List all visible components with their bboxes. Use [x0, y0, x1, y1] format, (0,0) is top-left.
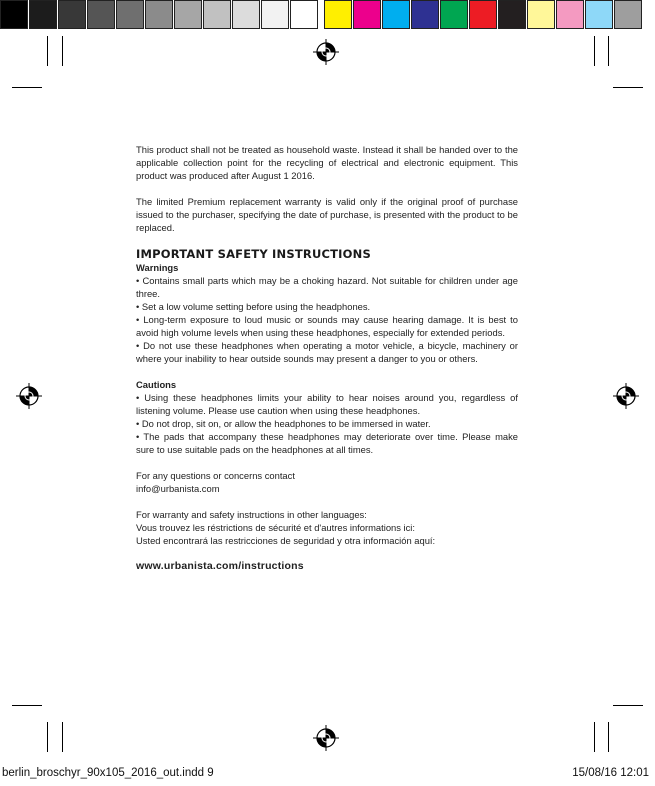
color-swatch: [58, 0, 86, 29]
color-swatch: [29, 0, 57, 29]
safety-heading: IMPORTANT SAFETY INSTRUCTIONS: [136, 247, 371, 261]
languages-intro: For warranty and safety instructions in other languages:: [136, 509, 367, 520]
color-swatch: [290, 0, 318, 29]
caution-item: • The pads that accompany these headphones may deteriorate over time. Please make sure to use suitable pads on the headphones at all times.: [136, 431, 518, 455]
color-swatch: [440, 0, 468, 29]
instructions-url[interactable]: www.urbanista.com/instructions: [136, 560, 304, 572]
warning-item: • Contains small parts which may be a choking hazard. Not suitable for children under age three.: [136, 275, 518, 299]
registration-mark-icon: [313, 725, 339, 751]
cautions-title: Cautions: [136, 379, 177, 390]
color-swatch: [411, 0, 439, 29]
warning-item: • Set a low volume setting before using the headphones.: [136, 301, 371, 312]
contact-line: For any questions or concerns contact: [136, 470, 295, 481]
warning-item: • Do not use these headphones when operating a motor vehicle, a bicycle, machinery or where your inability to hear outside sounds may present a danger to you or others.: [136, 340, 518, 364]
color-swatch: [145, 0, 173, 29]
color-swatch: [324, 0, 352, 29]
crop-mark: [608, 36, 609, 66]
document-body: [136, 143, 518, 573]
color-swatch: [585, 0, 613, 29]
registration-mark-icon: [16, 383, 42, 409]
color-swatch: [527, 0, 555, 29]
color-swatch: [498, 0, 526, 29]
color-swatch: [203, 0, 231, 29]
contact-email[interactable]: info@urbanista.com: [136, 483, 220, 494]
disposal-paragraph: This product shall not be treated as household waste. Instead it shall be handed over to the applicable collection point for the recycling of electrical and electronic equipment. This product was produced after August 1 2016.: [136, 144, 518, 181]
color-swatch: [261, 0, 289, 29]
slug-datetime: 15/08/16 12:01: [572, 767, 649, 779]
crop-mark: [47, 36, 48, 66]
color-swatch: [0, 0, 28, 29]
warranty-paragraph: The limited Premium replacement warranty is valid only if the original proof of purchase issued to the purchaser, specifying the date of purchase, is presented with the product to be replaced.: [136, 196, 518, 233]
crop-mark: [594, 36, 595, 66]
color-swatch: [232, 0, 260, 29]
slug-filename: berlin_broschyr_90x105_2016_out.indd 9: [2, 767, 214, 779]
color-swatch: [87, 0, 115, 29]
color-swatch: [353, 0, 381, 29]
crop-mark: [608, 722, 609, 752]
crop-mark: [62, 722, 63, 752]
warnings-title: Warnings: [136, 262, 179, 273]
languages-spanish: Usted encontrará las restricciones de seguridad y otra información aquí:: [136, 535, 436, 546]
caution-item: • Using these headphones limits your ability to hear noises around you, regardless of listening volume. Please use caution when using these headphones.: [136, 392, 518, 416]
crop-mark: [613, 705, 643, 706]
color-swatch: [116, 0, 144, 29]
color-swatch: [556, 0, 584, 29]
crop-mark: [594, 722, 595, 752]
languages-french: Vous trouvez les réstrictions de sécurité et d'autres informations ici:: [136, 522, 415, 533]
crop-mark: [613, 87, 643, 88]
color-calibration-bar: [0, 0, 643, 31]
crop-mark: [47, 722, 48, 752]
color-swatch: [174, 0, 202, 29]
caution-item: • Do not drop, sit on, or allow the headphones to be immersed in water.: [136, 418, 431, 429]
color-swatch: [469, 0, 497, 29]
crop-mark: [12, 705, 42, 706]
crop-mark: [12, 87, 42, 88]
registration-mark-icon: [313, 39, 339, 65]
warning-item: • Long-term exposure to loud music or sounds may cause hearing damage. It is best to avoid high volume levels when using these headphones, especially for extended periods.: [136, 314, 518, 338]
color-swatch: [382, 0, 410, 29]
crop-mark: [62, 36, 63, 66]
color-swatch: [614, 0, 642, 29]
registration-mark-icon: [613, 383, 639, 409]
